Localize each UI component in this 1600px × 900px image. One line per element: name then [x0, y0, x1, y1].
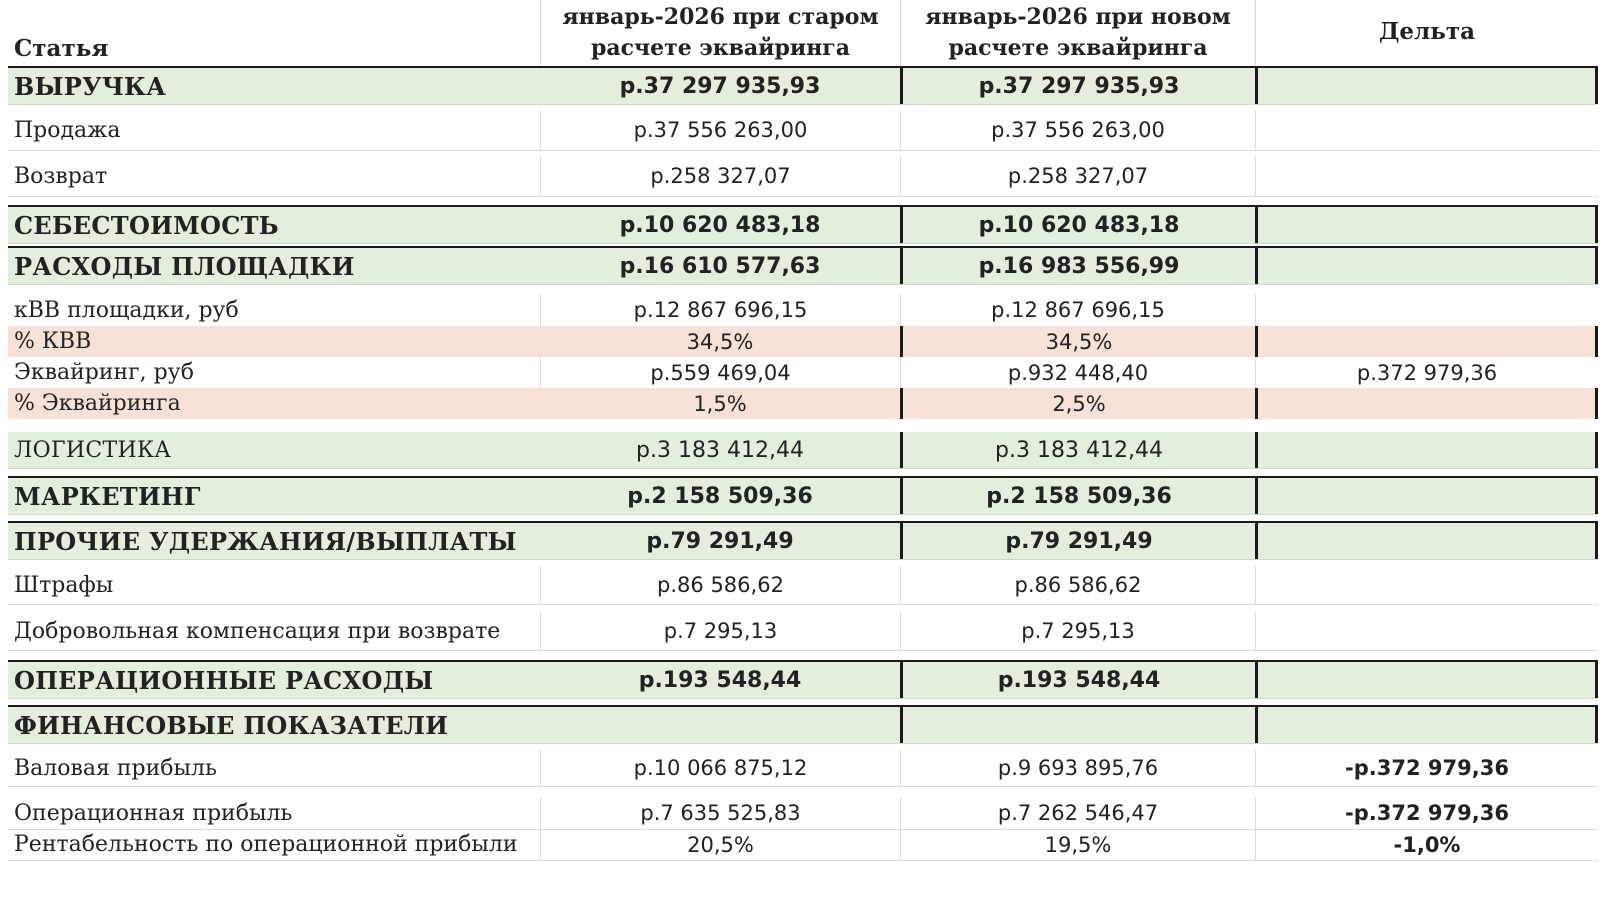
value-delta[interactable] [1255, 523, 1598, 559]
comparison-table [8, 0, 1598, 885]
header-old[interactable]: январь-2026 при старом расчете эквайринга [540, 0, 900, 66]
value-delta[interactable]: -р.372 979,36 [1255, 750, 1598, 786]
value-delta[interactable] [1255, 612, 1598, 650]
value-old[interactable]: р.3 183 412,44 [636, 437, 804, 463]
value-old[interactable]: р.7 295,13 [540, 612, 900, 650]
value-delta[interactable] [1255, 294, 1598, 326]
value-new[interactable]: 2,5% [900, 388, 1255, 419]
value-new[interactable]: р.86 586,62 [900, 566, 1255, 604]
value-new[interactable]: р.3 183 412,44 [900, 432, 1255, 468]
value-delta[interactable] [1255, 248, 1598, 284]
value-old[interactable]: р.258 327,07 [540, 156, 900, 196]
table-row-cogs [8, 205, 1598, 244]
row-label[interactable]: ФИНАНСОВЫЕ ПОКАЗАТЕЛИ [14, 710, 449, 740]
value-old[interactable]: р.10 066 875,12 [540, 750, 900, 786]
value-delta[interactable]: р.372 979,36 [1255, 357, 1598, 388]
value-old[interactable]: р.7 635 525,83 [540, 797, 900, 829]
row-label[interactable]: Добровольная компенсация при возврате [14, 618, 501, 644]
table-row-platform [8, 246, 1598, 285]
table-row-revenue [8, 66, 1598, 105]
table-row-financial-section [8, 705, 1598, 744]
row-label[interactable]: ВЫРУЧКА [14, 71, 167, 101]
value-delta[interactable] [1255, 662, 1598, 698]
value-delta[interactable] [1255, 326, 1598, 357]
row-label[interactable]: Продажа [14, 117, 121, 143]
value-delta[interactable] [1255, 110, 1598, 150]
table-row-compensation [8, 612, 1598, 651]
row-label[interactable]: ЛОГИСТИКА [14, 437, 172, 463]
value-delta[interactable] [1255, 68, 1598, 104]
value-new[interactable]: р.7 262 546,47 [900, 797, 1255, 829]
value-new[interactable]: р.193 548,44 [900, 662, 1255, 698]
table-row-fines [8, 566, 1598, 605]
value-old[interactable]: р.79 291,49 [646, 528, 794, 554]
table-row-other-deductions [8, 521, 1598, 560]
value-delta[interactable]: -р.372 979,36 [1255, 797, 1598, 829]
value-new[interactable]: р.10 620 483,18 [900, 207, 1255, 243]
row-label[interactable]: СЕБЕСТОИМОСТЬ [14, 210, 279, 240]
value-new[interactable] [900, 707, 1255, 743]
value-new[interactable]: р.7 295,13 [900, 612, 1255, 650]
value-delta[interactable] [1255, 707, 1598, 743]
table-row-gross-profit [8, 750, 1598, 787]
value-old[interactable]: 34,5% [686, 329, 754, 354]
value-old[interactable]: р.37 556 263,00 [540, 110, 900, 150]
value-delta[interactable] [1255, 478, 1598, 514]
header-item[interactable]: Статья [14, 35, 109, 62]
row-label[interactable]: Возврат [14, 163, 108, 189]
row-label[interactable]: кВВ площадки, руб [14, 297, 239, 323]
row-label[interactable]: Эквайринг, руб [14, 360, 194, 385]
value-new[interactable]: р.9 693 895,76 [900, 750, 1255, 786]
value-old[interactable]: р.12 867 696,15 [540, 294, 900, 326]
value-delta[interactable]: -1,0% [1255, 829, 1598, 860]
value-old[interactable]: 1,5% [693, 391, 747, 416]
table-row-acquiring-rub [8, 357, 1598, 389]
table-row-operating-margin [8, 829, 1598, 861]
value-new[interactable]: р.932 448,40 [900, 357, 1255, 388]
header-new[interactable]: январь-2026 при новом расчете эквайринга [900, 0, 1255, 66]
row-label[interactable]: Рентабельность по операционной прибыли [14, 832, 518, 857]
value-old[interactable]: р.16 610 577,63 [619, 253, 821, 279]
table-row-marketing [8, 476, 1598, 515]
value-new[interactable]: р.16 983 556,99 [900, 248, 1255, 284]
row-label[interactable]: ОПЕРАЦИОННЫЕ РАСХОДЫ [14, 665, 434, 695]
row-label[interactable]: Операционная прибыль [14, 800, 293, 826]
value-old[interactable]: р.193 548,44 [638, 667, 802, 693]
value-delta[interactable] [1255, 156, 1598, 196]
value-old[interactable]: р.86 586,62 [540, 566, 900, 604]
value-new[interactable]: р.258 327,07 [900, 156, 1255, 196]
value-old[interactable]: р.559 469,04 [540, 357, 900, 388]
value-new[interactable]: р.12 867 696,15 [900, 294, 1255, 326]
value-old[interactable]: 20,5% [540, 829, 900, 860]
row-label[interactable]: Штрафы [14, 572, 114, 598]
value-new[interactable]: р.37 556 263,00 [900, 110, 1255, 150]
table-row-refund [8, 156, 1598, 197]
value-new[interactable]: р.2 158 509,36 [900, 478, 1255, 514]
row-label[interactable]: МАРКЕТИНГ [14, 481, 201, 511]
table-row-sale [8, 110, 1598, 151]
table-row-acquiring-pct [8, 388, 1598, 419]
value-new[interactable]: р.37 297 935,93 [900, 68, 1255, 104]
table-header [8, 0, 1598, 66]
value-new[interactable]: р.79 291,49 [900, 523, 1255, 559]
row-label[interactable]: РАСХОДЫ ПЛОЩАДКИ [14, 251, 355, 281]
header-delta[interactable]: Дельта [1255, 0, 1598, 66]
table-row-operating-profit [8, 797, 1598, 830]
value-new[interactable]: 19,5% [900, 829, 1255, 860]
value-new[interactable]: 34,5% [900, 326, 1255, 357]
row-label[interactable]: ПРОЧИЕ УДЕРЖАНИЯ/ВЫПЛАТЫ [14, 526, 517, 556]
value-old[interactable]: р.10 620 483,18 [619, 212, 821, 238]
table-row-logistics [8, 432, 1598, 469]
row-label[interactable]: % Эквайринга [14, 391, 181, 416]
table-row-kvv-rub [8, 294, 1598, 327]
row-label[interactable]: Валовая прибыль [14, 755, 217, 781]
row-label[interactable]: % КВВ [14, 329, 92, 354]
value-delta[interactable] [1255, 207, 1598, 243]
value-old[interactable]: р.2 158 509,36 [627, 483, 813, 509]
table-row-opex [8, 660, 1598, 699]
table-row-kvv-pct [8, 326, 1598, 357]
value-delta[interactable] [1255, 566, 1598, 604]
value-old[interactable] [540, 707, 900, 743]
value-old[interactable]: р.37 297 935,93 [619, 73, 821, 99]
value-delta[interactable] [1255, 388, 1598, 419]
value-delta[interactable] [1255, 432, 1598, 468]
